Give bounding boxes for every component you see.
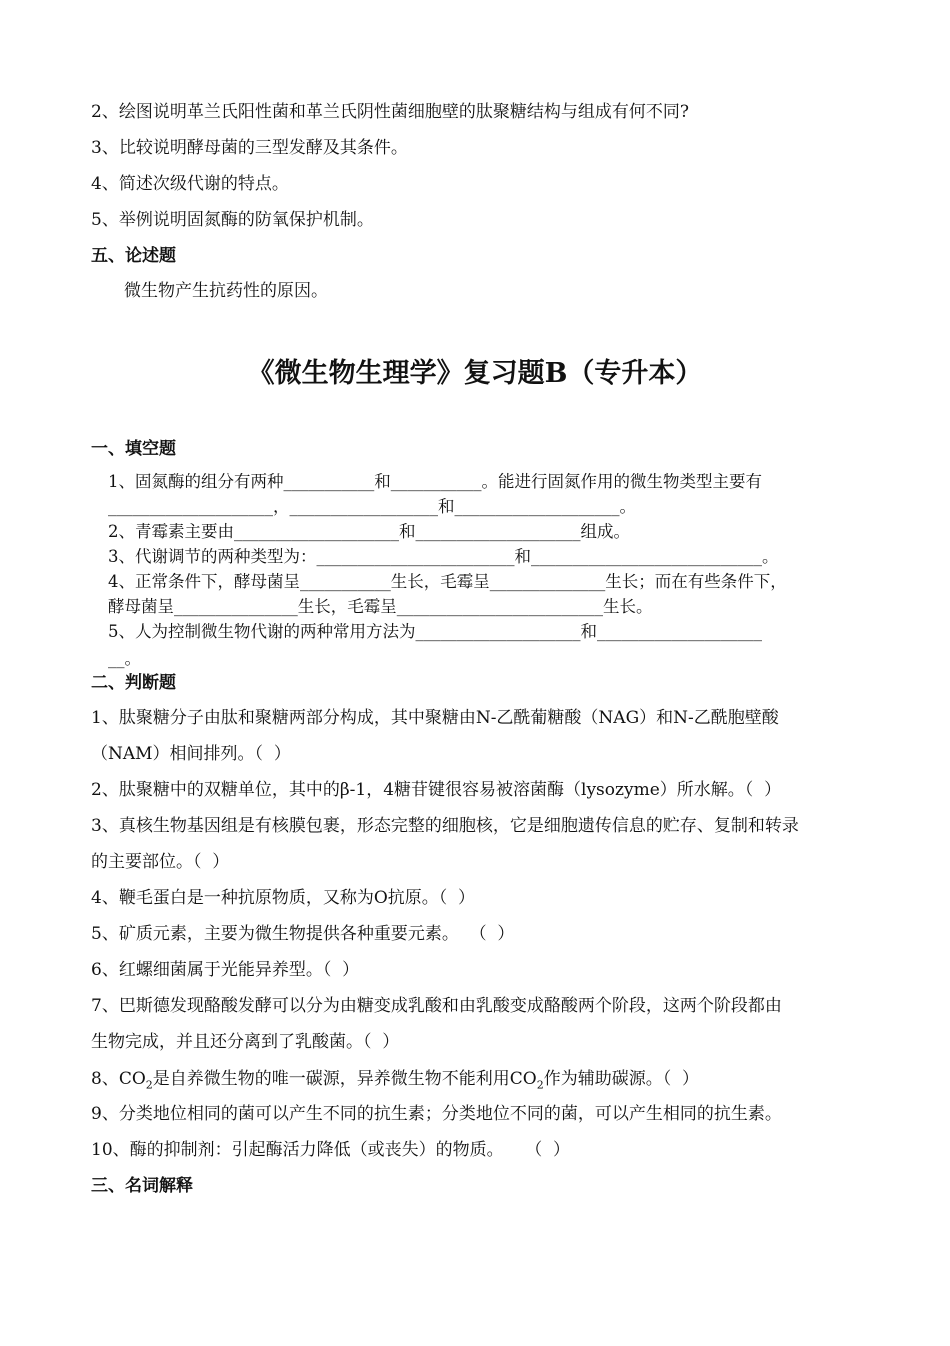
question-line: 3、真核生物基因组是有核膜包裹，形态完整的细胞核，它是细胞遗传信息的贮存、复制和转录 [91, 816, 799, 836]
question-line: 2、绘图说明革兰氏阳性菌和革兰氏阴性菌细胞壁的肽聚糖结构与组成有何不同? [91, 102, 689, 122]
section-heading: 五、论述题 [91, 246, 176, 266]
question-line: 4、简述次级代谢的特点。 [91, 174, 289, 194]
question-text: 作为辅助碳源。（ ） [543, 1069, 700, 1089]
question-text: 8、CO [91, 1069, 146, 1089]
section-heading: 三、名词解释 [91, 1176, 193, 1196]
question-line [91, 1068, 699, 1096]
question-line: 微生物产生抗药性的原因。 [124, 281, 328, 301]
question-line: __。 [108, 649, 141, 668]
question-text: 是自养微生物的唯一碳源，异养微生物不能利用CO [152, 1069, 537, 1089]
question-line: ____________________，__________________和____________________。 [108, 497, 636, 516]
question-line: 4、正常条件下，酵母菌呈___________生长，毛霉呈______________生长；而在有些条件下， [108, 572, 787, 591]
question-line: 7、巴斯德发现酪酸发酵可以分为由糖变成乳酸和由乳酸变成酪酸两个阶段，这两个阶段都由 [91, 996, 782, 1016]
question-line: 的主要部位。（ ） [91, 852, 230, 872]
question-line: 6、红螺细菌属于光能异养型。（ ） [91, 960, 360, 980]
question-line: 5、举例说明固氮酶的防氧保护机制。 [91, 210, 374, 230]
subscript: 2 [536, 1078, 544, 1092]
question-line: 酵母菌呈_______________生长，毛霉呈_________________________生长。 [108, 597, 653, 616]
question-line: 生物完成，并且还分离到了乳酸菌。（ ） [91, 1032, 400, 1052]
question-line: （NAM）相间排列。（ ） [91, 744, 291, 764]
question-line: 2、青霉素主要由____________________和____________________组成。 [108, 522, 630, 541]
question-line: 3、比较说明酵母菌的三型发酵及其条件。 [91, 138, 408, 158]
question-line: 9、分类地位相同的菌可以产生不同的抗生素；分类地位不同的菌，可以产生相同的抗生素。 [91, 1104, 782, 1124]
question-line: 5、矿质元素，主要为微生物提供各种重要元素。 （ ） [91, 924, 515, 944]
section-heading: 一、填空题 [91, 439, 176, 459]
subscript: 2 [145, 1078, 153, 1092]
question-line: 1、固氮酶的组分有两种___________和___________。能进行固氮作用的微生物类型主要有 [108, 472, 762, 491]
document-title: 《微生物生理学》复习题B（专升本） [247, 358, 703, 389]
section-heading: 二、判断题 [91, 673, 176, 693]
question-line: 1、肽聚糖分子由肽和聚糖两部分构成，其中聚糖由N-乙酰葡糖酸（NAG）和N-乙酰胞壁酸 [91, 708, 779, 728]
question-line: 10、酶的抑制剂：引起酶活力降低（或丧失）的物质。 （ ） [91, 1140, 571, 1160]
question-line: 2、肽聚糖中的双糖单位，其中的β-1，4糖苷键很容易被溶菌酶（lysozyme）所水解。（ ） [91, 780, 782, 800]
question-line: 3、代谢调节的两种类型为：________________________和____________________________。 [108, 547, 779, 566]
question-line: 4、鞭毛蛋白是一种抗原物质，又称为O抗原。（ ） [91, 888, 476, 908]
question-line: 5、人为控制微生物代谢的两种常用方法为____________________和____________________ [108, 622, 762, 641]
